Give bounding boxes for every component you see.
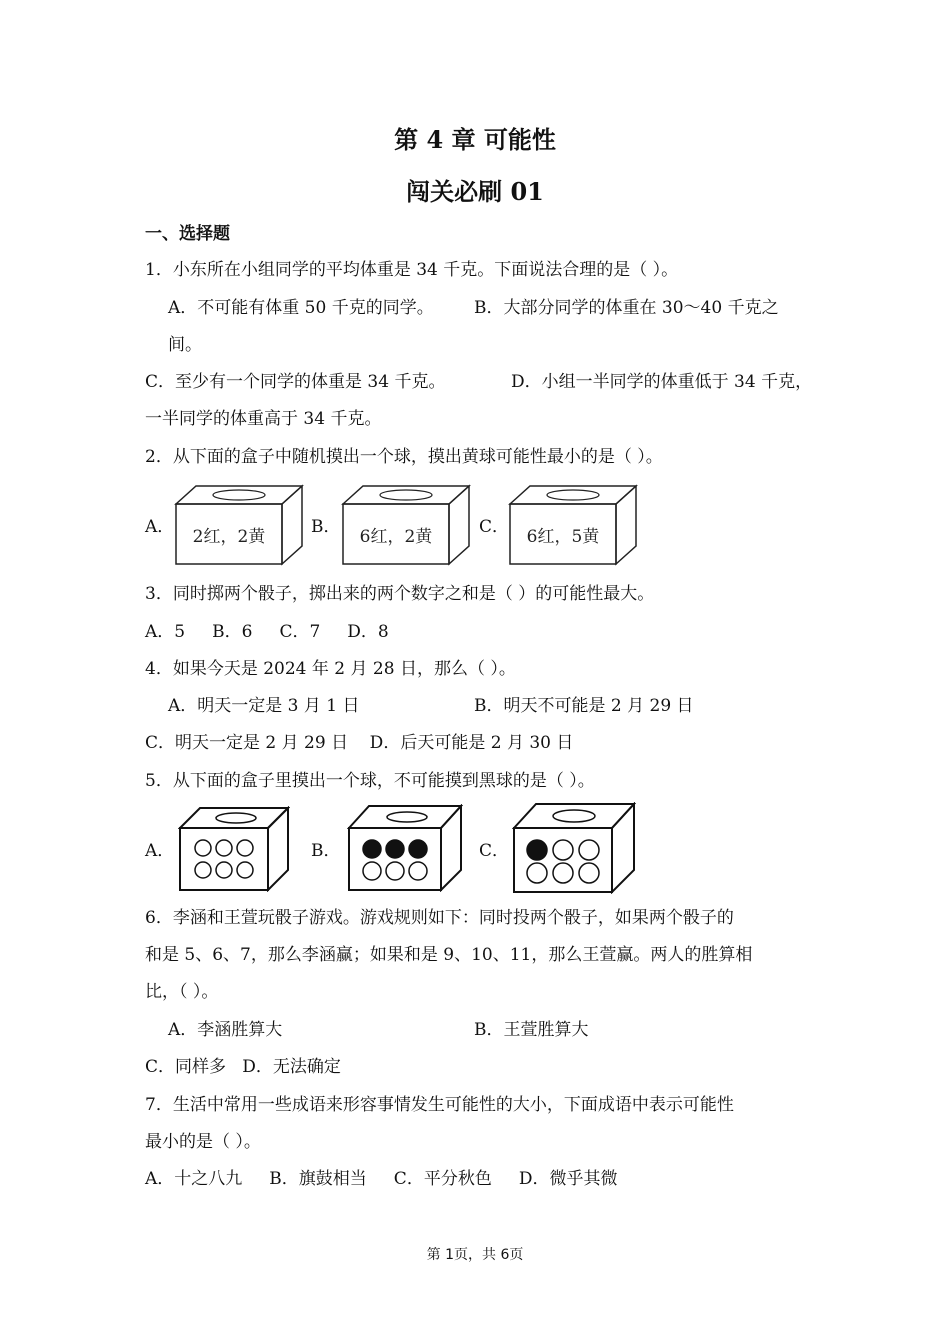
q2-box-c-label: 6红，5黄 xyxy=(526,527,600,547)
q2-box-b-label: 6红，2黄 xyxy=(359,527,433,547)
q2-box-b xyxy=(339,484,473,566)
q2-option-b-label: B． xyxy=(311,517,341,537)
q1-option-a: A．不可能有体重 50 千克的同学。 xyxy=(168,298,434,318)
q7-stem-line2: 最小的是（ ）。 xyxy=(145,1132,261,1152)
q1-stem: 1．小东所在小组同学的平均体重是 34 千克。下面说法合理的是（ ）。 xyxy=(145,260,679,280)
q2-option-a-label: A． xyxy=(145,517,175,537)
q5-option-b-label: B． xyxy=(311,841,341,861)
q5-option-c-label: C． xyxy=(479,841,510,861)
q2-box-a-label: 2红，2黄 xyxy=(192,527,266,547)
q7-stem-line1: 7．生活中常用一些成语来形容事情发生可能性的大小，下面成语中表示可能性 xyxy=(145,1095,734,1115)
q7-options: A．十之八九 B．旗鼓相当 C．平分秋色 D．微乎其微 xyxy=(145,1169,618,1189)
q1-option-d: D．小组一半同学的体重低于 34 千克， xyxy=(511,372,813,392)
q6-option-a: A．李涵胜算大 xyxy=(168,1020,283,1040)
q5-box-a xyxy=(178,806,290,892)
q6-stem-line3: 比，（ ）。 xyxy=(145,982,219,1002)
q6-stem-line2: 和是 5、6、7，那么李涵赢；如果和是 9、10、11，那么王萱赢。两人的胜算相 xyxy=(145,945,753,965)
q4-option-a: A．明天一定是 3 月 1 日 xyxy=(168,696,360,716)
q2-box-a xyxy=(172,484,306,566)
q1-option-b: B．大部分同学的体重在 30～40 千克之 xyxy=(474,298,779,318)
q6-stem-line1: 6．李涵和王萱玩骰子游戏。游戏规则如下：同时投两个骰子，如果两个骰子的 xyxy=(145,908,734,928)
q5-stem: 5．从下面的盒子里摸出一个球，不可能摸到黑球的是（ ）。 xyxy=(145,771,595,791)
q5-box-b xyxy=(347,804,463,892)
section-heading: 一、选择题 xyxy=(145,224,230,244)
q4-stem: 4．如果今天是 2024 年 2 月 28 日，那么（ ）。 xyxy=(145,659,516,679)
q2-option-c-label: C． xyxy=(479,517,510,537)
q3-options: A．5 B．6 C．7 D．8 xyxy=(145,622,389,642)
q2-stem: 2．从下面的盒子中随机摸出一个球，摸出黄球可能性最小的是（ ）。 xyxy=(145,447,663,467)
q1-option-b-continued: 间。 xyxy=(168,335,202,355)
q6-options-cd: C．同样多 D．无法确定 xyxy=(145,1057,341,1077)
q3-stem: 3．同时掷两个骰子，掷出来的两个数字之和是（ ）的可能性最大。 xyxy=(145,584,655,604)
q4-options-cd: C．明天一定是 2 月 29 日 D．后天可能是 2 月 30 日 xyxy=(145,733,574,753)
q1-option-c: C．至少有一个同学的体重是 34 千克。 xyxy=(145,372,446,392)
q4-option-b: B．明天不可能是 2 月 29 日 xyxy=(474,696,694,716)
q1-option-d-continued: 一半同学的体重高于 34 千克。 xyxy=(145,409,382,429)
worksheet-subtitle: 闯关必刷 01 xyxy=(406,177,544,206)
q5-option-a-label: A． xyxy=(145,841,175,861)
q6-option-b: B．王萱胜算大 xyxy=(474,1020,589,1040)
q2-box-c xyxy=(506,484,640,566)
page-footer: 第 1页，共 6页 xyxy=(426,1247,524,1263)
q5-box-c xyxy=(512,802,636,894)
chapter-title: 第 4 章 可能性 xyxy=(394,125,556,154)
